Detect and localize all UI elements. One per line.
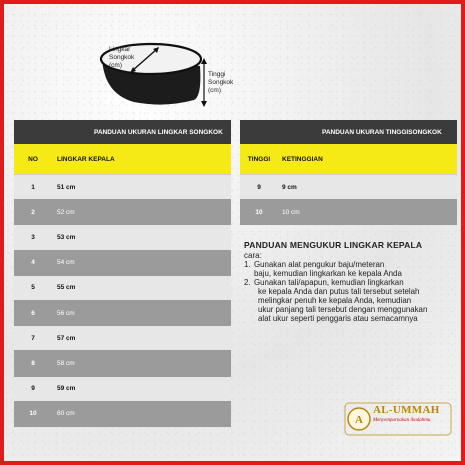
table-row: [14, 326, 231, 351]
height-size-table: [240, 120, 457, 225]
table-title: [14, 120, 231, 144]
table-row: [14, 377, 231, 402]
circumference-label-line: (cm): [109, 62, 122, 69]
height-label-line: (cm): [208, 87, 221, 94]
row-size: 53 cm: [57, 233, 76, 241]
row-size: 57 cm: [57, 334, 76, 342]
row-number: 6: [31, 309, 35, 317]
row-number: 9: [31, 385, 35, 393]
step-number: 1.: [244, 260, 251, 269]
logo-tagline: Menyempurnakan ibadahmu: [373, 418, 431, 423]
row-number: 7: [31, 334, 35, 342]
brand-logo: [344, 402, 452, 436]
measuring-guide: [244, 240, 462, 323]
column-header-height: TINGGI: [247, 155, 271, 163]
table-body: [240, 175, 457, 225]
table-row: [240, 175, 457, 200]
table-row: [14, 276, 231, 301]
table-row: [14, 200, 231, 225]
step-number: 2.: [244, 278, 251, 287]
row-size: 59 cm: [57, 385, 76, 393]
row-number: 1: [31, 183, 35, 191]
table-row: [14, 351, 231, 376]
step-text: ke kepala Anda dan putus tali tersebut setelah: [258, 287, 420, 296]
table-row: [14, 225, 231, 250]
row-value: 10 cm: [282, 208, 300, 216]
circumference-label: [109, 46, 134, 70]
row-size: 56 cm: [57, 309, 75, 317]
step-text: Gunakan alat pengukur baju/meteran: [254, 260, 385, 269]
circumference-label-line: Songkok: [109, 54, 135, 61]
height-label-line: Tinggi: [208, 71, 226, 78]
table-title-text: PANDUAN UKURAN TINGGISONGKOK: [322, 128, 442, 136]
guide-intro: cara:: [244, 251, 262, 260]
table-row: [240, 200, 457, 225]
row-size: 55 cm: [57, 284, 76, 292]
svg-text:A: A: [355, 414, 363, 426]
table-title-text: PANDUAN UKURAN LINGKAR SONGKOK: [94, 128, 223, 136]
row-size: 52 cm: [57, 208, 75, 216]
table-header: [240, 144, 457, 175]
row-number: 4: [31, 259, 35, 267]
step-text: ukur panjang tali tersebut dengan menggunakan: [258, 305, 428, 314]
column-header-no: NO: [28, 155, 38, 163]
height-label-line: Songkok: [208, 79, 234, 86]
table-row: [14, 402, 231, 427]
circumference-label-line: Lingkar: [109, 46, 131, 53]
row-size: 60 cm: [57, 410, 75, 418]
row-height: 9: [257, 183, 261, 191]
step-text: baju, kemudian lingkarkan ke kepala Anda: [254, 269, 402, 278]
column-header-value: KETINGGIAN: [282, 155, 323, 163]
row-number: 3: [31, 233, 35, 241]
table-title: [240, 120, 457, 144]
guide-step-1: [244, 260, 462, 278]
row-value: 9 cm: [282, 183, 297, 191]
row-height: 10: [255, 208, 263, 216]
row-number: 8: [31, 359, 35, 367]
height-label: [208, 71, 233, 95]
table-row: [14, 251, 231, 276]
step-text: melingkar penuh ke kepala Anda, kemudian: [258, 296, 412, 305]
table-header: [14, 144, 231, 175]
table-body: [14, 175, 231, 427]
circumference-size-table: [14, 120, 231, 427]
row-number: 10: [29, 410, 37, 418]
guide-step-2: [244, 278, 462, 323]
row-number: 2: [31, 208, 35, 216]
songkok-diagram: [94, 38, 244, 118]
step-text: alat ukur seperti penggaris atau semacamnya: [258, 314, 418, 323]
table-row: [14, 301, 231, 326]
step-text: Gunakan tali/apapun, kemudian lingkarkan: [254, 278, 404, 287]
column-header-size: LINGKAR KEPALA: [57, 155, 115, 163]
logo-name: AL-UMMAH: [373, 404, 440, 416]
row-size: 51 cm: [57, 183, 76, 191]
row-size: 58 cm: [57, 359, 75, 367]
row-number: 5: [31, 284, 35, 292]
guide-title: PANDUAN MENGUKUR LINGKAR KEPALA: [244, 240, 423, 250]
row-size: 54 cm: [57, 259, 75, 267]
table-row: [14, 175, 231, 200]
